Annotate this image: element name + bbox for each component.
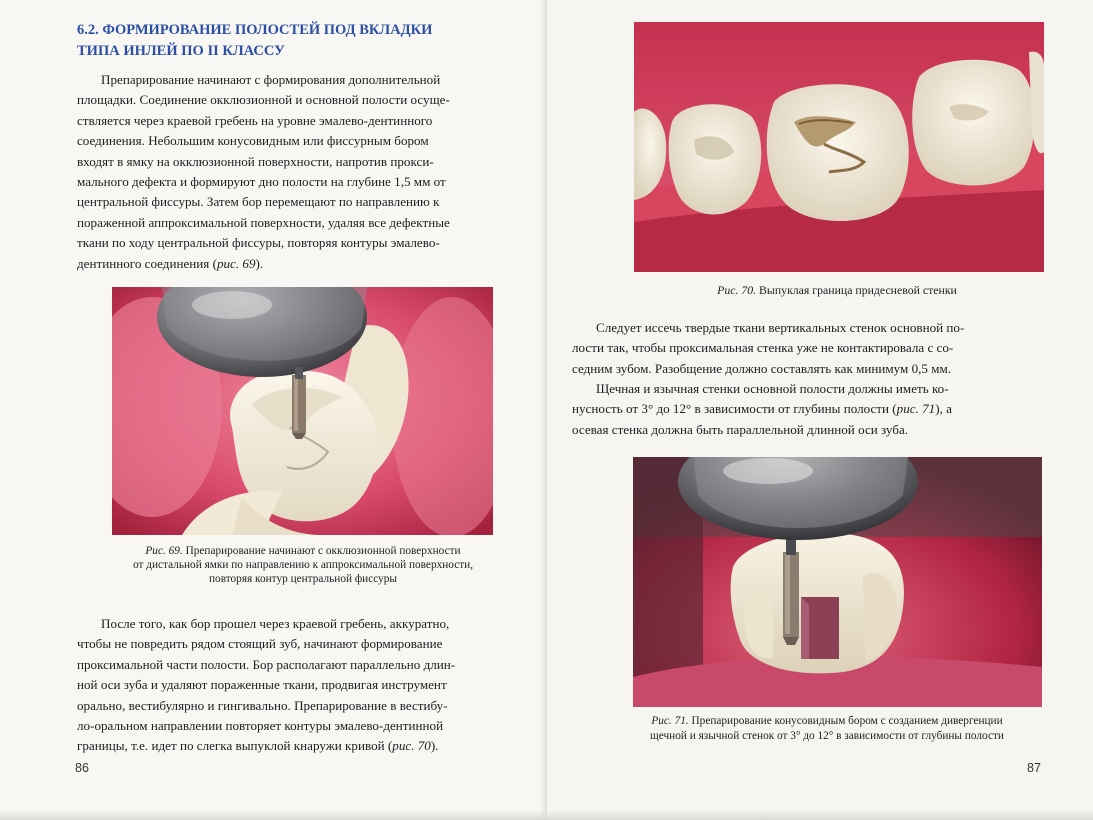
paragraph-text: ), а (935, 401, 952, 417)
paragraph-line: Следует иссечь твердые ткани вертикальных стенок основной по- (596, 320, 965, 335)
paragraph-4 (572, 379, 1064, 440)
heading-line-2: ТИПА ИНЛЕЙ ПО II КЛАССУ (77, 43, 285, 59)
right-page (547, 0, 1093, 820)
figure-label: Рис. 71. (651, 715, 689, 727)
caption-line: от дистальной ямки по направлению к аппроксимальной поверхности, (132, 559, 474, 571)
figure-label: Рис. 70. (717, 283, 757, 297)
caption-text: Препарирование начинают с окклюзионной поверхности (182, 545, 461, 557)
paragraph-line: пораженной аппроксимальной поверхности, удаляя все дефектные (77, 214, 450, 230)
paragraph-3 (572, 318, 1064, 379)
paragraph-line: мального дефекта и формируют дно полости на глубине 1,5 мм от (77, 174, 446, 190)
paragraph-line: лости так, чтобы проксимальная стенка уже не контактировала с со- (572, 340, 954, 356)
section-heading (77, 20, 517, 62)
figure-71-photo (633, 457, 1042, 707)
paragraph-line: ной оси зуба и удаляют пораженные ткани, продвигая инструмент (77, 677, 447, 693)
paragraph-text: ). (255, 255, 264, 271)
figure-reference: рис. 69 (216, 255, 256, 271)
paragraph-text: нусность от 3° до 12° в зависимости от глубины полости ( (572, 401, 897, 417)
figure-71-caption (592, 714, 1062, 743)
caption-line (90, 544, 516, 558)
paragraph-line-ref (572, 399, 1064, 419)
paragraph-line: проксимальной части полости. Бор располагают параллельно длин- (77, 656, 456, 672)
paragraph-line: центральной фиссуры. Затем бор перемещают по направлению к (77, 194, 440, 210)
caption-line: повторяя контур центральной фиссуры (209, 573, 397, 585)
paragraph-line: орально, вестибулярно и гингивально. Препарирование в вестибу- (77, 697, 448, 713)
tooth-preparation-image (112, 287, 493, 535)
figure-70-caption (607, 283, 1067, 297)
page-bottom-edge (0, 810, 1093, 820)
caption-text: Препарирование конусовидным бором с созданием дивергенции (688, 715, 1003, 727)
paragraph-line: соединения. Небольшим конусовидным или фиссурным бором (77, 133, 429, 149)
figure-70-photo (634, 22, 1044, 272)
figure-69-photo (112, 287, 493, 535)
paragraph-line: ствляется через краевой гребень на уровне эмалево-дентинного (77, 112, 433, 128)
paragraph-line: ло-оральном направлении повторяет контуры эмалево-дентинной (77, 718, 444, 734)
paragraph-line: После того, как бор прошел через краевой гребень, аккуратно, (101, 616, 450, 631)
paragraph-line: седним зубом. Разобщение должно составлять как минимум 0,5 мм. (572, 360, 952, 376)
caption-text: Выпуклая граница придесневой стенки (756, 283, 957, 297)
caption-line (592, 714, 1062, 729)
paragraph-line-last (77, 254, 525, 274)
paragraph-line: Препарирование начинают с формирования дополнительной (101, 72, 441, 87)
page-number-right: 87 (1027, 761, 1041, 775)
caption-line: щечной и язычной стенок от 3° до 12° в зависимости от глубины полости (650, 729, 1004, 742)
paragraph-line: входят в ямку на окклюзионной поверхности, напротив прокси- (77, 153, 434, 169)
paragraph-text: дентинного соединения ( (77, 255, 217, 271)
figure-label: Рис. 69. (145, 545, 183, 557)
heading-line-1: 6.2. ФОРМИРОВАНИЕ ПОЛОСТЕЙ ПОД ВКЛАДКИ (77, 22, 433, 38)
page-number-left: 86 (75, 761, 89, 775)
paragraph-line: площадки. Соединение окклюзионной и основной полости осуще- (77, 92, 450, 108)
figure-reference: рис. 70 (392, 738, 431, 754)
paragraph-text: ). (430, 738, 439, 754)
paragraph-line: Щечная и язычная стенки основной полости должны иметь ко- (596, 381, 949, 396)
paragraph-2 (77, 614, 525, 757)
paragraph-1 (77, 70, 525, 274)
paragraph-line: осевая стенка должна быть параллельной длинной оси зуба. (572, 421, 909, 437)
teeth-arch-image (634, 22, 1044, 272)
figure-reference: рис. 71 (896, 401, 936, 417)
paragraph-line: чтобы не повредить рядом стоящий зуб, начинают формирование (77, 636, 443, 652)
tooth-bur-image (633, 457, 1042, 707)
paragraph-line-last (77, 736, 525, 756)
paragraph-line: ткани по ходу центральной фиссуры, повторяя контуры эмалево- (77, 235, 440, 251)
figure-69-caption (90, 544, 516, 586)
paragraph-text: границы, т.е. идет по слегка выпуклой кнаружи кривой ( (77, 738, 393, 754)
left-page (0, 0, 546, 820)
